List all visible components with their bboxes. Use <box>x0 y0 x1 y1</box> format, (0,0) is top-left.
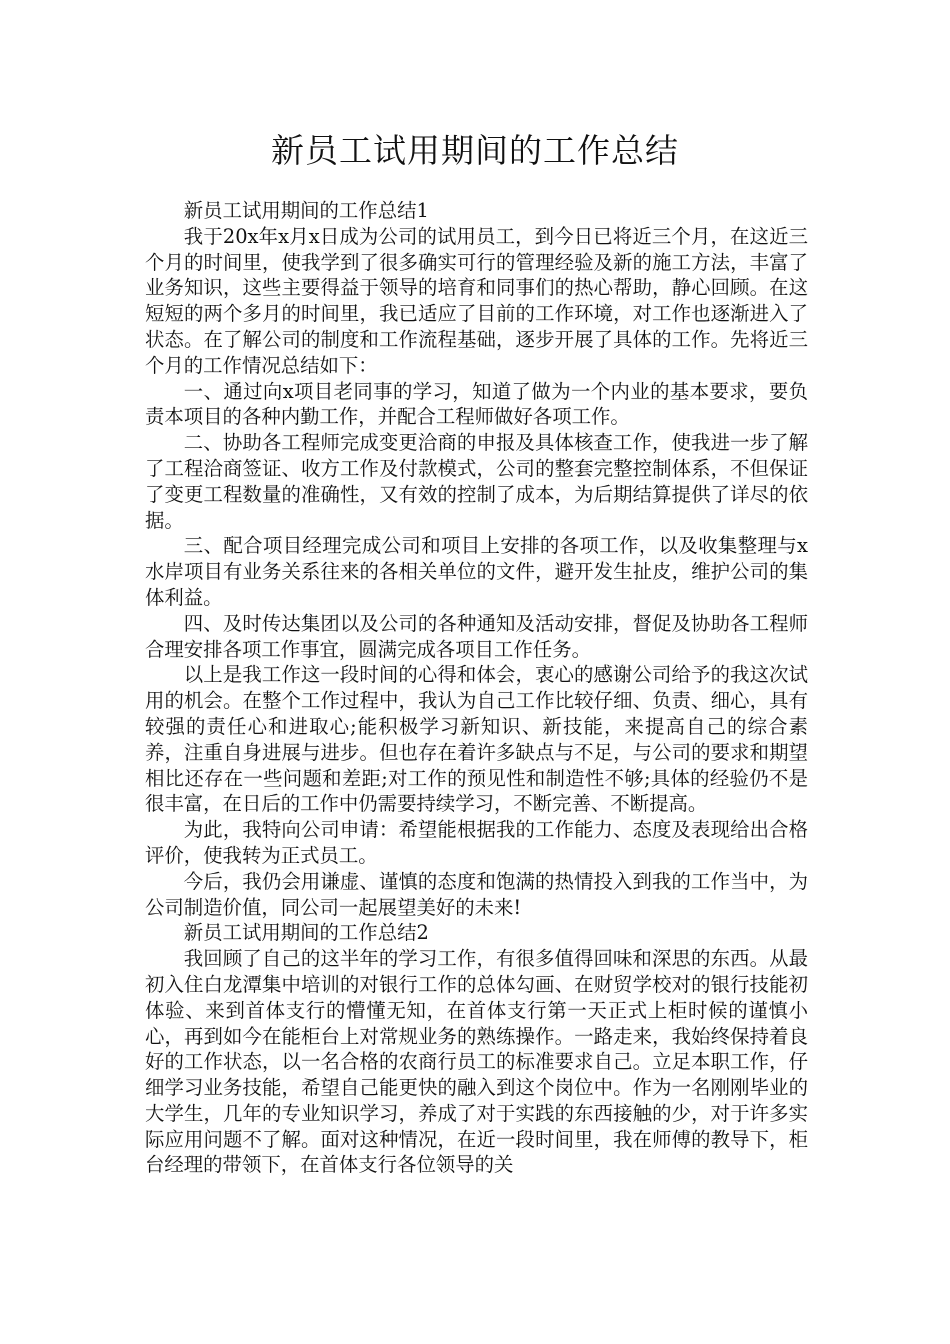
section-heading: 新员工试用期间的工作总结2 <box>183 921 429 945</box>
document-title: 新员工试用期间的工作总结 <box>271 131 679 170</box>
paragraph: 以上是我工作这一段时间的心得和体会，衷心的感谢公司给予的我这次试用的机会。在整个工作过程中，我认为自己工作比较仔细、负责、细心，具有较强的责任心和进取心;能积极学习新知识、新技能，来提高自己的综合素养，注重自身进展与进步。但也存在着许多缺点与不足，与公司的要求和期望相比还存在一些问题和差距;对工作的预见性和制造性不够;具体的经验仍不是很丰富，在日后的工作中仍需要持续学习，不断完善、不断提高。 <box>145 663 808 816</box>
paragraph: 我回顾了自己的这半年的学习工作，有很多值得回味和深思的东西。从最初入住白龙潭集中培训的对银行工作的总体勾画、在财贸学校对的银行技能初体验、来到首体支行的懵懂无知，在首体支行第一天正式上柜时候的谨慎小心，再到如今在能柜台上对常规业务的熟练操作。一路走来，我始终保持着良好的工作状态，以一名合格的农商行员工的标准要求自己。立足本职工作，仔细学习业务技能，希望自己能更快的融入到这个岗位中。作为一名刚刚毕业的大学生，几年的专业知识学习，养成了对于实践的东西接触的少，对于许多实际应用问题不了解。面对这种情况，在近一段时间里，我在师傅的教导下，柜台经理的带领下，在首体支行各位领导的关 <box>145 947 808 1177</box>
paragraph: 四、及时传达集团以及公司的各种通知及活动安排，督促及协助各工程师合理安排各项工作事宜，圆满完成各项目工作任务。 <box>145 611 808 661</box>
paragraph: 二、协助各工程师完成变更洽商的申报及具体核查工作，使我进一步了解了工程洽商签证、收方工作及付款模式，公司的整套完整控制体系，不但保证了变更工程数量的准确性，又有效的控制了成本，为后期结算提供了详尽的依据。 <box>145 431 808 532</box>
document-body <box>145 198 808 1178</box>
paragraph: 为此，我特向公司申请：希望能根据我的工作能力、态度及表现给出合格评价，使我转为正式员工。 <box>145 818 808 867</box>
paragraph: 三、配合项目经理完成公司和项目上安排的各项工作，以及收集整理与x水岸项目有业务关系往来的各相关单位的文件，避开发生扯皮，维护公司的集体利益。 <box>145 534 808 609</box>
section-heading: 新员工试用期间的工作总结1 <box>183 199 429 222</box>
paragraph: 我于20x年x月x日成为公司的试用员工，到今日已将近三个月，在这近三个月的时间里，使我学到了很多确实可行的管理经验及新的施工方法，丰富了业务知识，这些主要得益于领导的培育和同事们的热心帮助，静心回顾。在这短短的两个多月的时间里，我已适应了目前的工作环境，对工作也逐渐进入了状态。在了解公司的制度和工作流程基础，逐步开展了具体的工作。先将近三个月的工作情况总结如下： <box>145 224 808 377</box>
paragraph: 今后，我仍会用谦虚、谨慎的态度和饱满的热情投入到我的工作当中，为公司制造价值，同公司一起展望美好的未来! <box>145 869 808 919</box>
paragraph: 一、通过向x项目老同事的学习，知道了做为一个内业的基本要求，要负责本项目的各种内勤工作，并配合工程师做好各项工作。 <box>145 379 808 429</box>
